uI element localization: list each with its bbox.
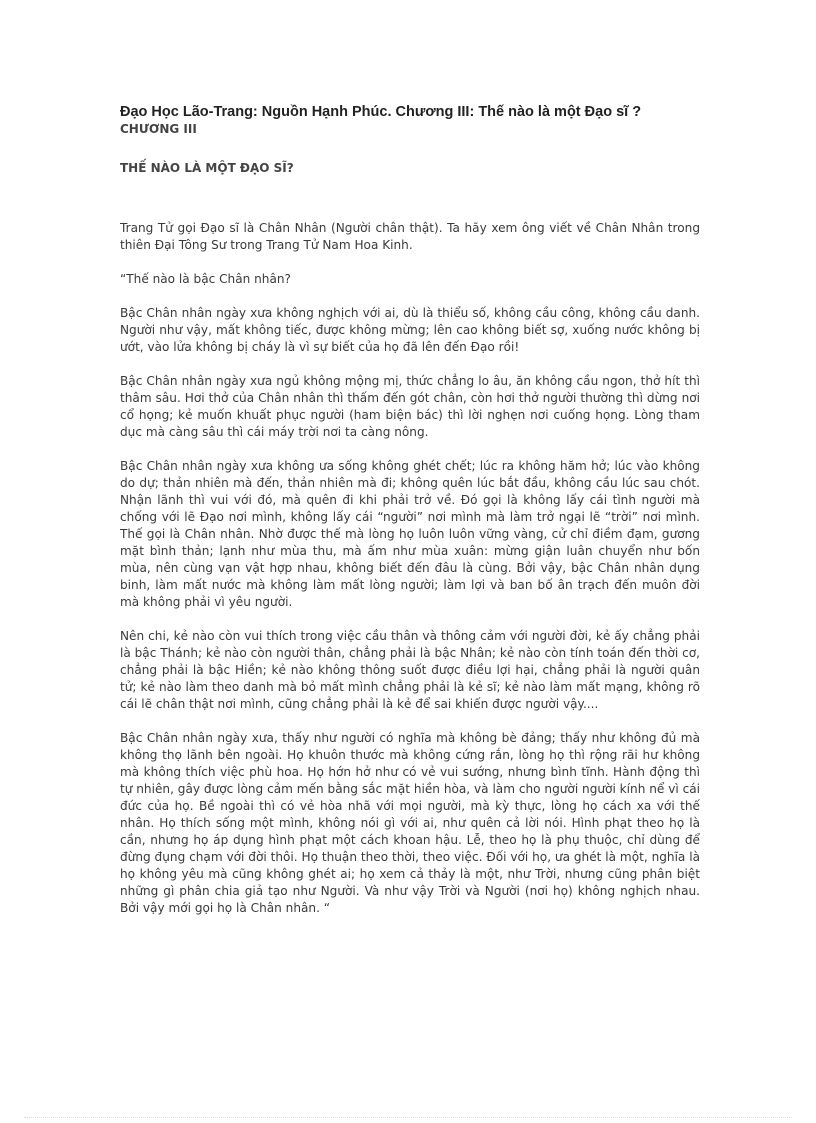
paragraph: “Thế nào là bậc Chân nhân? — [120, 272, 291, 286]
paragraph: Nên chi, kẻ nào còn vui thích trong việc cầu thân và thông cảm với người đời, kẻ ấy chẳng phải là bậc Thánh; kẻ nào còn người thân, chẳng phải là bậc Nhân; kẻ nào còn tính toán đến thời cơ, chẳng phải là bậc Hiền; kẻ nào không thông suốt được điều lợi hại, chẳng phải là người quân tử; kẻ nào làm theo danh mà bỏ mất mình chẳng phải là kẻ sĩ; kẻ nào làm mất mạng, không rõ cái lẽ chân thật nơi mình, cũng chẳng phải là kẻ để sai khiến được người vậy.... — [120, 629, 700, 711]
document-page — [120, 103, 700, 934]
paragraph: Bậc Chân nhân ngày xưa, thấy như người có nghĩa mà không bè đảng; thấy như không đủ mà không thọ lãnh bên ngoài. Họ khuôn thước mà không cứng rắn, lòng họ thì rộng rãi hư không mà không thích việc phù hoa. Họ hớn hở như có vẻ vui sướng, nhưng bình tĩnh. Hành động thì tự nhiên, gây được lòng cảm mến bằng sắc mặt hiền hòa, và làm cho người người kính nể vì cái đức của họ. Bề ngoài thì có vẻ hòa nhã với mọi người, mà kỳ thực, lòng họ cách xa với thế nhân. Họ thích sống một mình, không nói gì với ai, như quên cả lời nói. Hình phạt theo họ là cần, nhưng họ áp dụng hình phạt một cách khoan hậu. Lễ, theo họ là phụ thuộc, chỉ dùng để đừng đụng chạm với đời thôi. Họ thuận theo thời, theo việc. Đối với họ, ưa ghét là một, nghĩa là họ không yêu mà cũng không ghét ai; họ xem cả thảy là một, như Trời, nhưng cũng phân biệt những gì phân chia giả tạo như Người. Và như vậy Trời và Người (nơi họ) không nghịch nhau. Bởi vậy mới gọi họ là Chân nhân. “ — [120, 731, 700, 915]
page-bottom-divider — [24, 1117, 792, 1118]
document-title: Đạo Học Lão-Trang: Nguồn Hạnh Phúc. Chương III: Thế nào là một Đạo sĩ ? — [120, 104, 642, 120]
paragraph: Bậc Chân nhân ngày xưa ngủ không mộng mị, thức chẳng lo âu, ăn không cầu ngon, thở hít thì thâm sâu. Hơi thở của Chân nhân thì thấm đến gót chân, còn hơi thở người thường thì dừng nơi cổ họng; kẻ muốn khuất phục người (ham biện bác) thì lời nghẹn nơi cuống họng. Lòng tham dục mà càng sâu thì cái máy trời nơi ta càng nông. — [120, 374, 700, 439]
document-body — [120, 220, 700, 917]
chapter-heading: THẾ NÀO LÀ MỘT ĐẠO SĨ? — [120, 161, 294, 175]
paragraph: Trang Tử gọi Đạo sĩ là Chân Nhân (Người chân thật). Ta hãy xem ông viết về Chân Nhân trong thiên Đại Tông Sư trong Trang Tử Nam Hoa Kinh. — [120, 221, 700, 252]
chapter-label: CHƯƠNG III — [120, 122, 197, 136]
paragraph: Bậc Chân nhân ngày xưa không nghịch với ai, dù là thiểu số, không cầu công, không cầu danh. Người như vậy, mất không tiếc, được không mừng; lên cao không biết sợ, xuống nước không bị ướt, vào lửa không bị cháy là vì sự biết của họ đã lên đến Đạo rồi! — [120, 306, 700, 354]
paragraph: Bậc Chân nhân ngày xưa không ưa sống không ghét chết; lúc ra không hăm hở; lúc vào không do dự; thản nhiên mà đến, thản nhiên mà đi; không quên lúc bắt đầu, không cầu lúc sau chót. Nhận lãnh thì vui với đó, mà quên đi khi phải trở về. Đó gọi là không lấy cái tình người mà chống với lẽ Đạo nơi mình, không lấy cái “người” nơi mình mà làm trở ngại lẽ “trời” nơi mình. Thế gọi là Chân nhân. Nhờ được thế mà lòng họ luôn luôn vững vàng, cử chỉ điềm đạm, gương mặt bình thản; lạnh như mùa thu, mà ấm như mùa xuân: mừng giận luân chuyển như bốn mùa, nên cùng vạn vật hợp nhau, không biết đến đâu là cùng. Bởi vậy, bậc Chân nhân dụng binh, làm mất nước mà không làm mất lòng người; làm lợi và ban bố ân trạch đến muôn đời mà không phải vì yêu người. — [120, 459, 700, 609]
